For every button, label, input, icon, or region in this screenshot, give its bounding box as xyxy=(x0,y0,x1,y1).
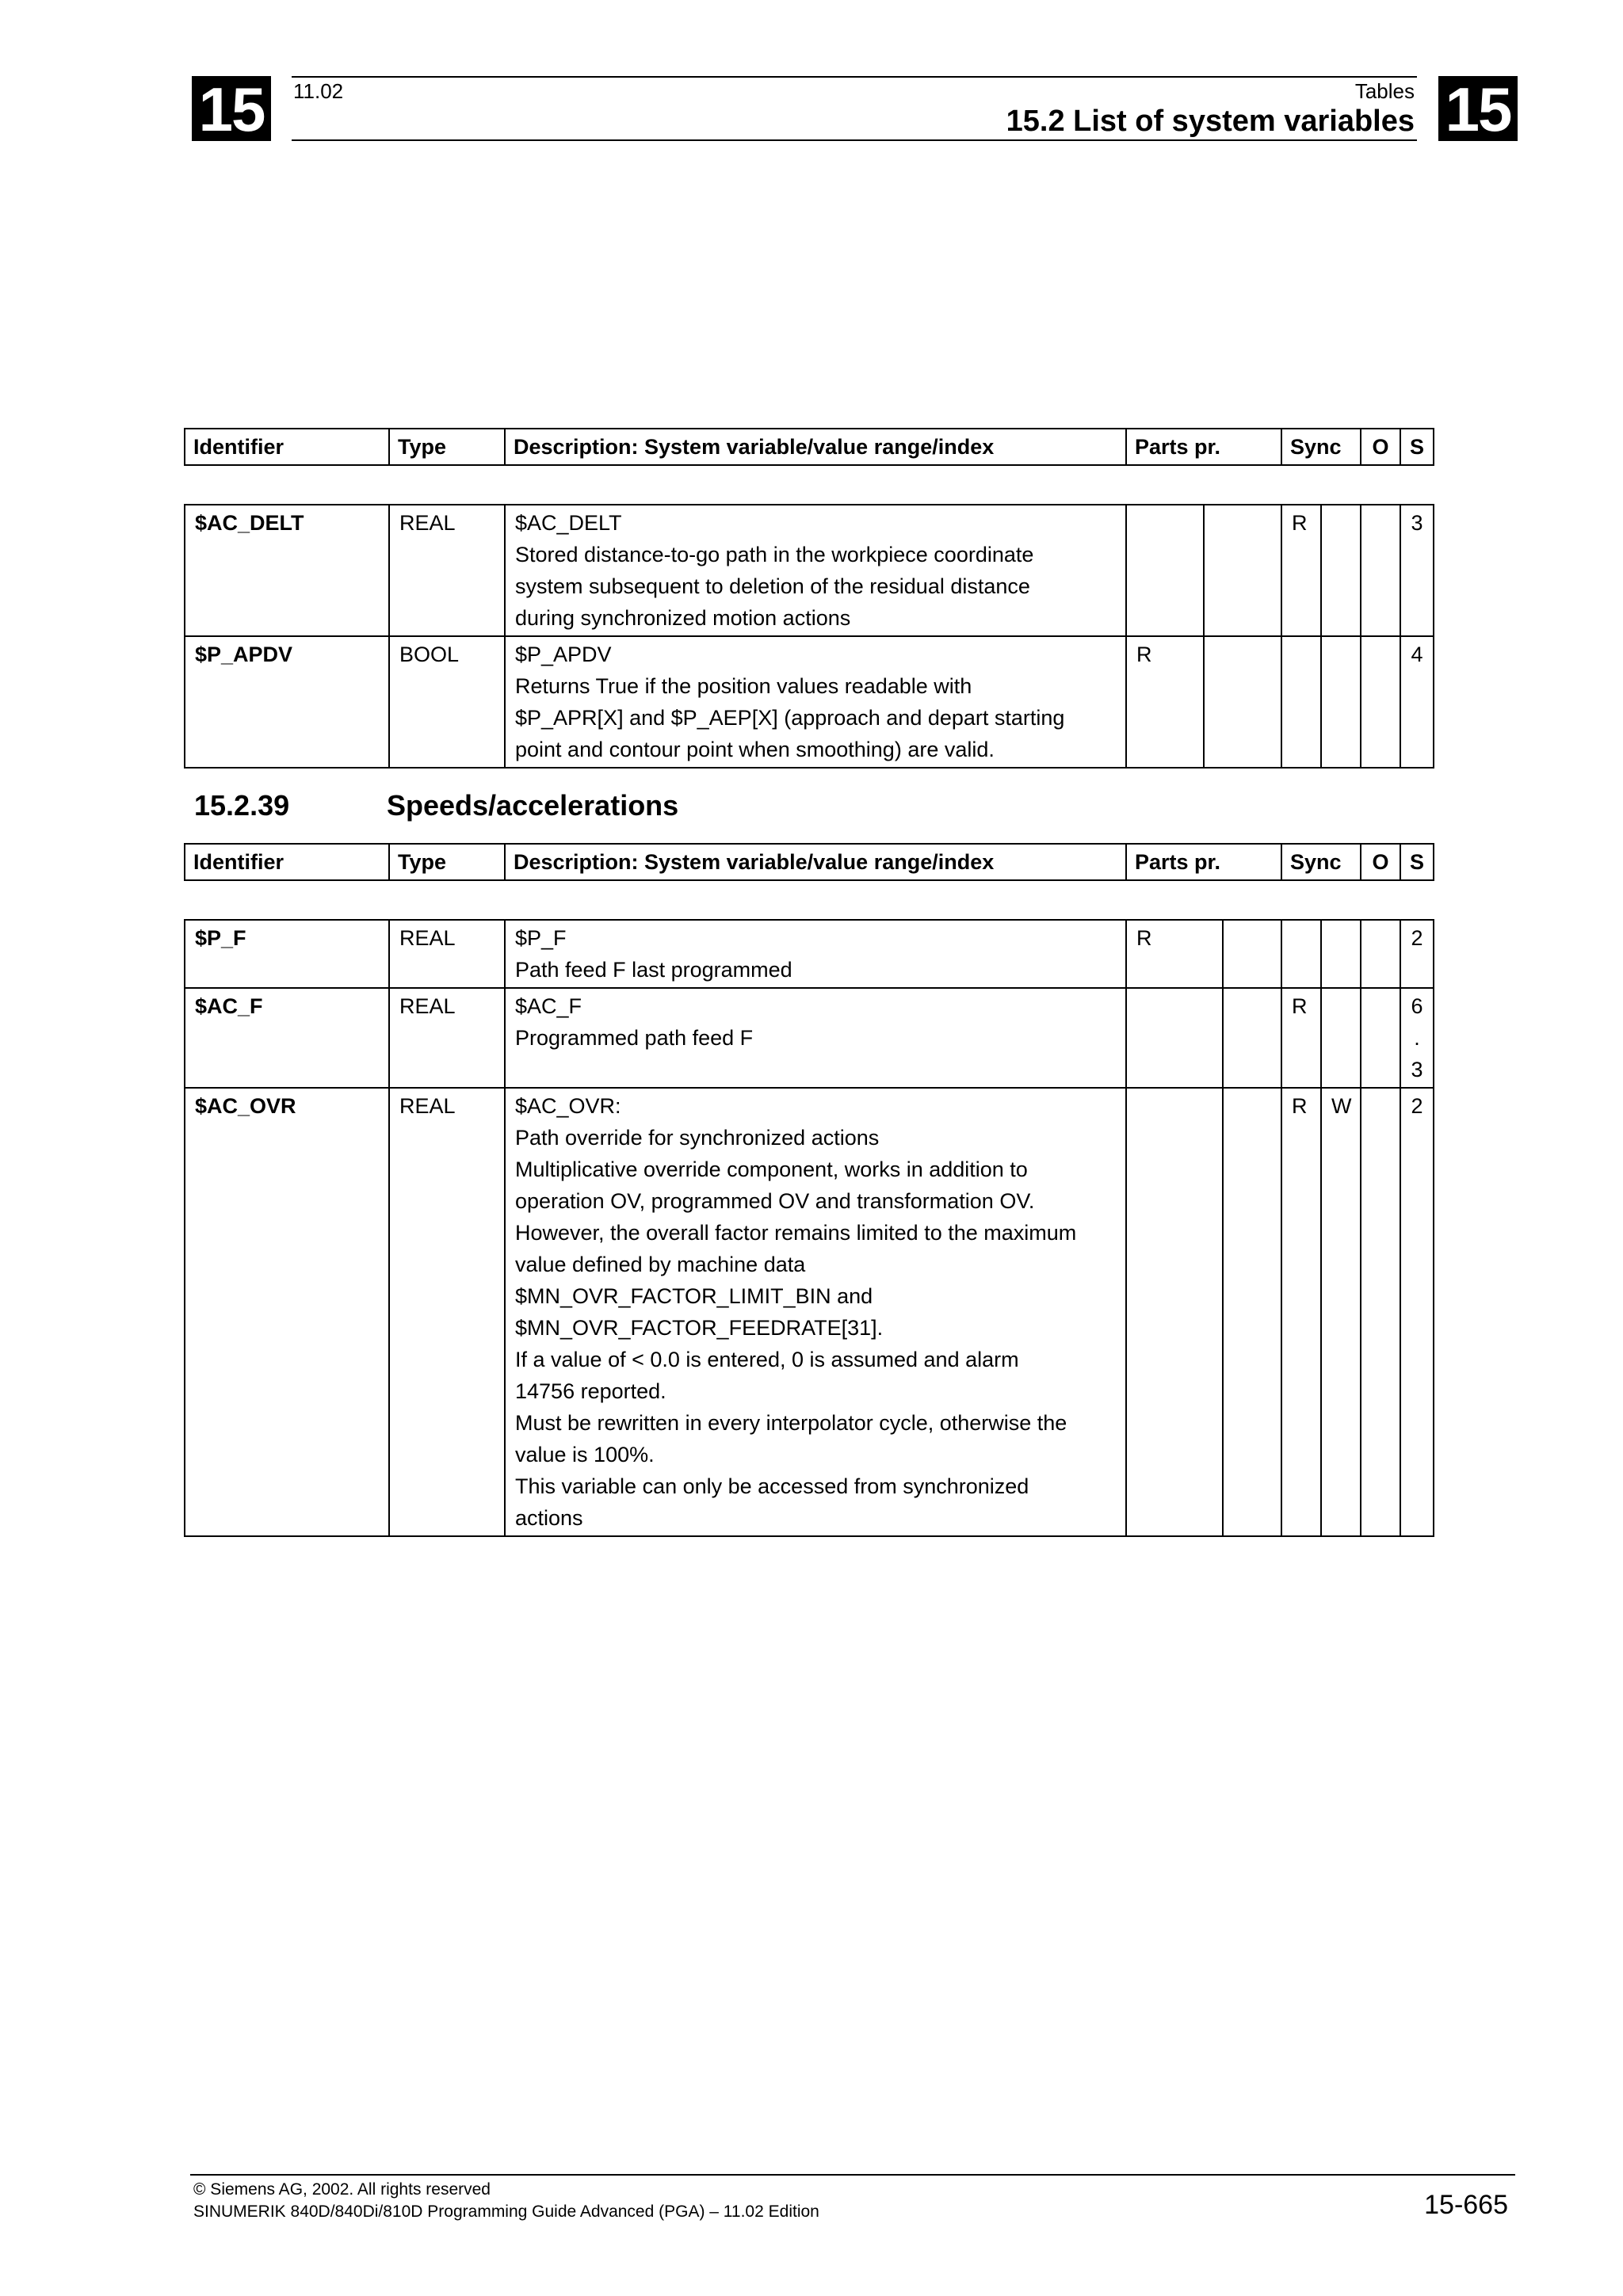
s-cell: 2 xyxy=(1400,1088,1434,1536)
sync-read-cell xyxy=(1281,636,1321,768)
parts-pr-cell-2 xyxy=(1223,988,1281,1088)
parts-pr-cell xyxy=(1126,1088,1223,1536)
header-section-label: Tables xyxy=(1354,79,1415,103)
description-cell: $AC_OVR: Path override for synchronized actions Multiplicative override component, works in addition to operation OV, programmed OV and transformation OV. However, the overall factor remains limited to the maximum value defined by machine data $MN_OVR_FACTOR_LIMIT_BIN and $MN_OVR_FACTOR_FEEDRATE[31]. If a value of < 0.0 is entered, 0 is assumed and alarm 14756 reported. Must be rewritten in every interpolator cycle, otherwise the value is 100%. This variable can only be accessed from synchronized actions xyxy=(505,1088,1126,1536)
footer-copyright: © Siemens AG, 2002. All rights reserved xyxy=(193,2180,491,2199)
s-cell: 4 xyxy=(1400,636,1434,768)
type-cell: REAL xyxy=(389,505,505,636)
table-row xyxy=(185,988,1434,1088)
col-header-o: O xyxy=(1361,429,1400,465)
type-cell: REAL xyxy=(389,1088,505,1536)
chapter-number-badge: 15 xyxy=(192,76,271,141)
o-cell xyxy=(1361,505,1400,636)
col-header-type: Type xyxy=(389,844,505,880)
type-cell: BOOL xyxy=(389,636,505,768)
col-header-parts-pr: Parts pr. xyxy=(1126,429,1281,465)
col-header-parts-pr: Parts pr. xyxy=(1126,844,1281,880)
identifier-cell: $AC_F xyxy=(185,988,389,1088)
o-cell xyxy=(1361,1088,1400,1536)
s-cell: 6 . 3 xyxy=(1400,988,1434,1088)
description-cell: $AC_DELT Stored distance-to-go path in the workpiece coordinate system subsequent to deletion of the residual distance during synchronized motion actions xyxy=(505,505,1126,636)
identifier-cell: $AC_DELT xyxy=(185,505,389,636)
parts-pr-cell-2 xyxy=(1204,636,1281,768)
identifier-cell: $P_F xyxy=(185,920,389,988)
o-cell xyxy=(1361,988,1400,1088)
o-cell xyxy=(1361,920,1400,988)
parts-pr-cell-2 xyxy=(1223,1088,1281,1536)
parts-pr-cell-2 xyxy=(1223,920,1281,988)
sync-write-cell xyxy=(1321,636,1361,768)
table-row xyxy=(185,636,1434,768)
table-row xyxy=(185,1088,1434,1536)
col-header-sync: Sync xyxy=(1281,844,1361,880)
footer-document-title: SINUMERIK 840D/840Di/810D Programming Guide Advanced (PGA) – 11.02 Edition xyxy=(193,2203,819,2221)
page-number: 15-665 xyxy=(1424,2190,1508,2220)
col-header-identifier: Identifier xyxy=(185,429,389,465)
sync-read-cell: R xyxy=(1281,988,1321,1088)
sync-write-cell: W xyxy=(1321,1088,1361,1536)
sync-write-cell xyxy=(1321,920,1361,988)
chapter-number-badge-right: 15 xyxy=(1438,76,1518,141)
table-row xyxy=(185,505,1434,636)
sync-read-cell xyxy=(1281,920,1321,988)
table-row xyxy=(185,920,1434,988)
header-date: 11.02 xyxy=(293,79,344,103)
parts-pr-cell-2 xyxy=(1204,505,1281,636)
table-header-2 xyxy=(184,843,1434,881)
sync-read-cell: R xyxy=(1281,505,1321,636)
col-header-sync: Sync xyxy=(1281,429,1361,465)
section-number: 15.2.39 xyxy=(194,789,290,822)
parts-pr-cell: R xyxy=(1126,920,1223,988)
sync-write-cell xyxy=(1321,988,1361,1088)
parts-pr-cell xyxy=(1126,988,1223,1088)
parts-pr-cell xyxy=(1126,505,1204,636)
description-cell: $AC_F Programmed path feed F xyxy=(505,988,1126,1088)
sync-read-cell: R xyxy=(1281,1088,1321,1536)
col-header-s: S xyxy=(1400,844,1434,880)
col-header-description: Description: System variable/value range/index xyxy=(505,429,1126,465)
s-cell: 2 xyxy=(1400,920,1434,988)
footer-rule xyxy=(190,2174,1515,2176)
col-header-o: O xyxy=(1361,844,1400,880)
description-cell: $P_F Path feed F last programmed xyxy=(505,920,1126,988)
s-cell: 3 xyxy=(1400,505,1434,636)
col-header-type: Type xyxy=(389,429,505,465)
variables-table-1 xyxy=(184,504,1434,769)
header-rule-bottom xyxy=(292,139,1417,141)
section-title: Speeds/accelerations xyxy=(387,789,679,822)
parts-pr-cell: R xyxy=(1126,636,1204,768)
type-cell: REAL xyxy=(389,920,505,988)
sync-write-cell xyxy=(1321,505,1361,636)
identifier-cell: $AC_OVR xyxy=(185,1088,389,1536)
col-header-description: Description: System variable/value range/index xyxy=(505,844,1126,880)
o-cell xyxy=(1361,636,1400,768)
col-header-identifier: Identifier xyxy=(185,844,389,880)
col-header-s: S xyxy=(1400,429,1434,465)
speeds-accelerations-table xyxy=(184,919,1434,1537)
identifier-cell: $P_APDV xyxy=(185,636,389,768)
page-title: 15.2 List of system variables xyxy=(1006,105,1415,138)
table-header-1 xyxy=(184,428,1434,466)
type-cell: REAL xyxy=(389,988,505,1088)
description-cell: $P_APDV Returns True if the position values readable with $P_APR[X] and $P_AEP[X] (approach and depart starting point and contour point when smoothing) are valid. xyxy=(505,636,1126,768)
header-rule-top xyxy=(292,76,1417,78)
